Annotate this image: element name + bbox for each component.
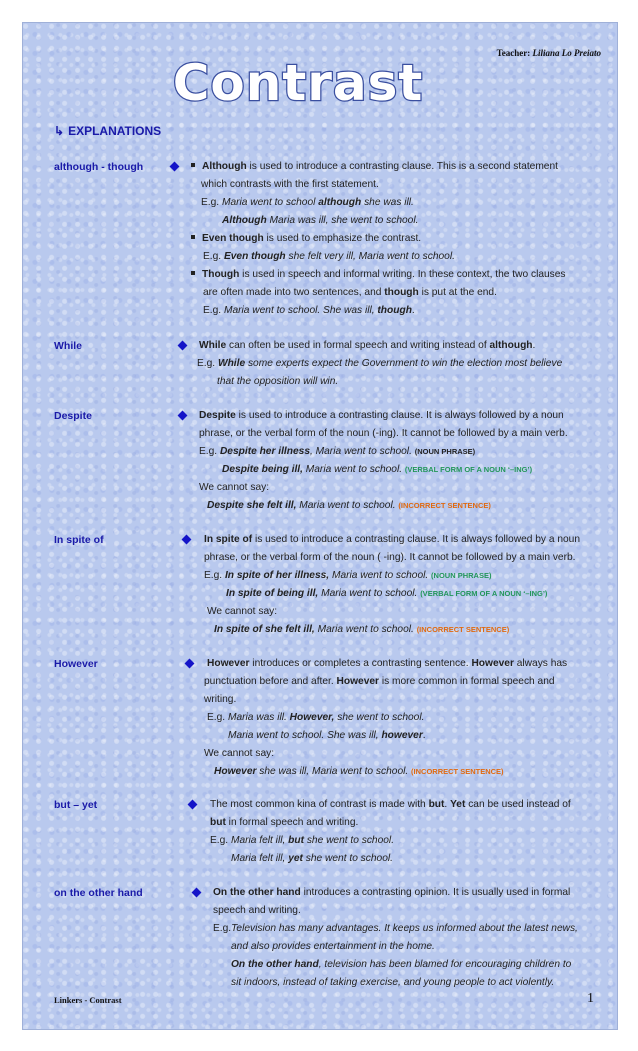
text-line: Although is used to introduce a contrasting clause. This is a second statement — [191, 161, 558, 172]
text-line: but in formal speech and writing. — [210, 817, 359, 828]
example-line: E.g. While some experts expect the Government to win the election most believe — [197, 358, 563, 369]
text-line: phrase, or the verbal form of the noun (-ing). It cannot be followed by a main verb. — [199, 428, 568, 439]
text-line: Though is used in speech and informal writing. In these context, the two clauses — [191, 269, 566, 280]
label-in-spite-of: In spite of — [54, 534, 104, 546]
text-line: On the other hand introduces a contrasting opinion. It is usually used in formal — [213, 887, 571, 898]
text-line: We cannot say: — [207, 606, 278, 617]
square-bullet-icon — [191, 163, 195, 167]
example-line: E.g. Even though she felt very ill, Maria went to school. — [203, 251, 455, 262]
label-although-though: although - though — [54, 161, 144, 173]
text-line: While can often be used in formal speech and writing instead of although. — [199, 340, 536, 351]
svg-text:Contrast: Contrast — [172, 56, 424, 112]
text-line: However introduces or completes a contrasting sentence. However always has — [207, 658, 568, 669]
example-line: that the opposition will win. — [217, 376, 339, 387]
text-line: which contrasts with the first statement. — [201, 179, 379, 190]
text-line: writing. — [204, 694, 237, 705]
example-line: E.g. Maria went to school although she was ill. — [201, 197, 414, 208]
page — [22, 22, 618, 1030]
text-line: speech and writing. — [213, 905, 301, 916]
section-heading: ↳ EXPLANATIONS — [54, 124, 162, 138]
text-line: We cannot say: — [199, 482, 270, 493]
text-line: Even though is used to emphasize the contrast. — [191, 233, 421, 244]
text-line: The most common kina of contrast is made with but. Yet can be used instead of — [210, 799, 571, 810]
example-line: E.g. Maria went to school. She was ill, though. — [203, 305, 415, 316]
example-line: sit indoors, instead of taking exercise, and young people to act violently. — [231, 977, 555, 988]
text-line: In spite of is used to introduce a contrasting clause. It is always followed by a noun — [204, 534, 580, 545]
example-line: Maria went to school. She was ill, however. — [228, 730, 426, 741]
page-number: 1 — [587, 991, 594, 1006]
label-on-the-other-hand: on the other hand — [54, 887, 143, 899]
example-line: E.g.Television has many advantages. It keeps us informed about the latest news, — [213, 923, 578, 934]
label-while: While — [54, 340, 82, 352]
example-line: E.g. Despite her illness, Maria went to school. (NOUN PHRASE) — [199, 446, 476, 457]
example-line: E.g. Maria felt ill, but she went to school. — [210, 835, 395, 846]
text-line: We cannot say: — [204, 748, 275, 759]
example-line: Although Maria was ill, she went to school. — [222, 215, 419, 226]
text-line: punctuation before and after. However is more common in formal speech and — [204, 676, 555, 687]
text-line: Despite is used to introduce a contrasting clause. It is always followed by a noun — [199, 410, 564, 421]
text-line: phrase, or the verbal form of the noun ( -ing). It cannot be followed by a main verb. — [204, 552, 576, 563]
square-bullet-icon — [191, 271, 195, 275]
example-line: and also provides entertainment in the home. — [231, 941, 435, 952]
arrow-icon: ↳ — [54, 124, 65, 138]
example-line: E.g. Maria was ill. However, she went to school. — [207, 712, 425, 723]
example-line: In spite of she felt ill, Maria went to school. (INCORRECT SENTENCE) — [214, 624, 510, 635]
example-line: However she was ill, Maria went to school. (INCORRECT SENTENCE) — [214, 766, 504, 777]
example-line: E.g. In spite of her illness, Maria went to school. (NOUN PHRASE) — [204, 570, 492, 581]
page-title — [168, 56, 428, 112]
label-but-yet: but – yet — [54, 799, 98, 811]
example-line: On the other hand, television has been blamed for encouraging children to — [231, 959, 572, 970]
label-however: However — [54, 658, 98, 670]
example-line: Despite she felt ill, Maria went to school. (INCORRECT SENTENCE) — [207, 500, 491, 511]
example-line: Maria felt ill, yet she went to school. — [231, 853, 393, 864]
example-line: Despite being ill, Maria went to school. (VERBAL FORM OF A NOUN ‘–ING’) — [222, 464, 533, 475]
footer-label: Linkers - Contrast — [54, 995, 122, 1005]
text-line: are often made into two sentences, and though is put at the end. — [203, 287, 497, 298]
teacher-credit: Teacher: Liliana Lo Preiato — [496, 48, 601, 58]
example-line: In spite of being ill, Maria went to school. (VERBAL FORM OF A NOUN ‘–ING’) — [226, 588, 548, 599]
label-despite: Despite — [54, 410, 92, 422]
square-bullet-icon — [191, 235, 195, 239]
